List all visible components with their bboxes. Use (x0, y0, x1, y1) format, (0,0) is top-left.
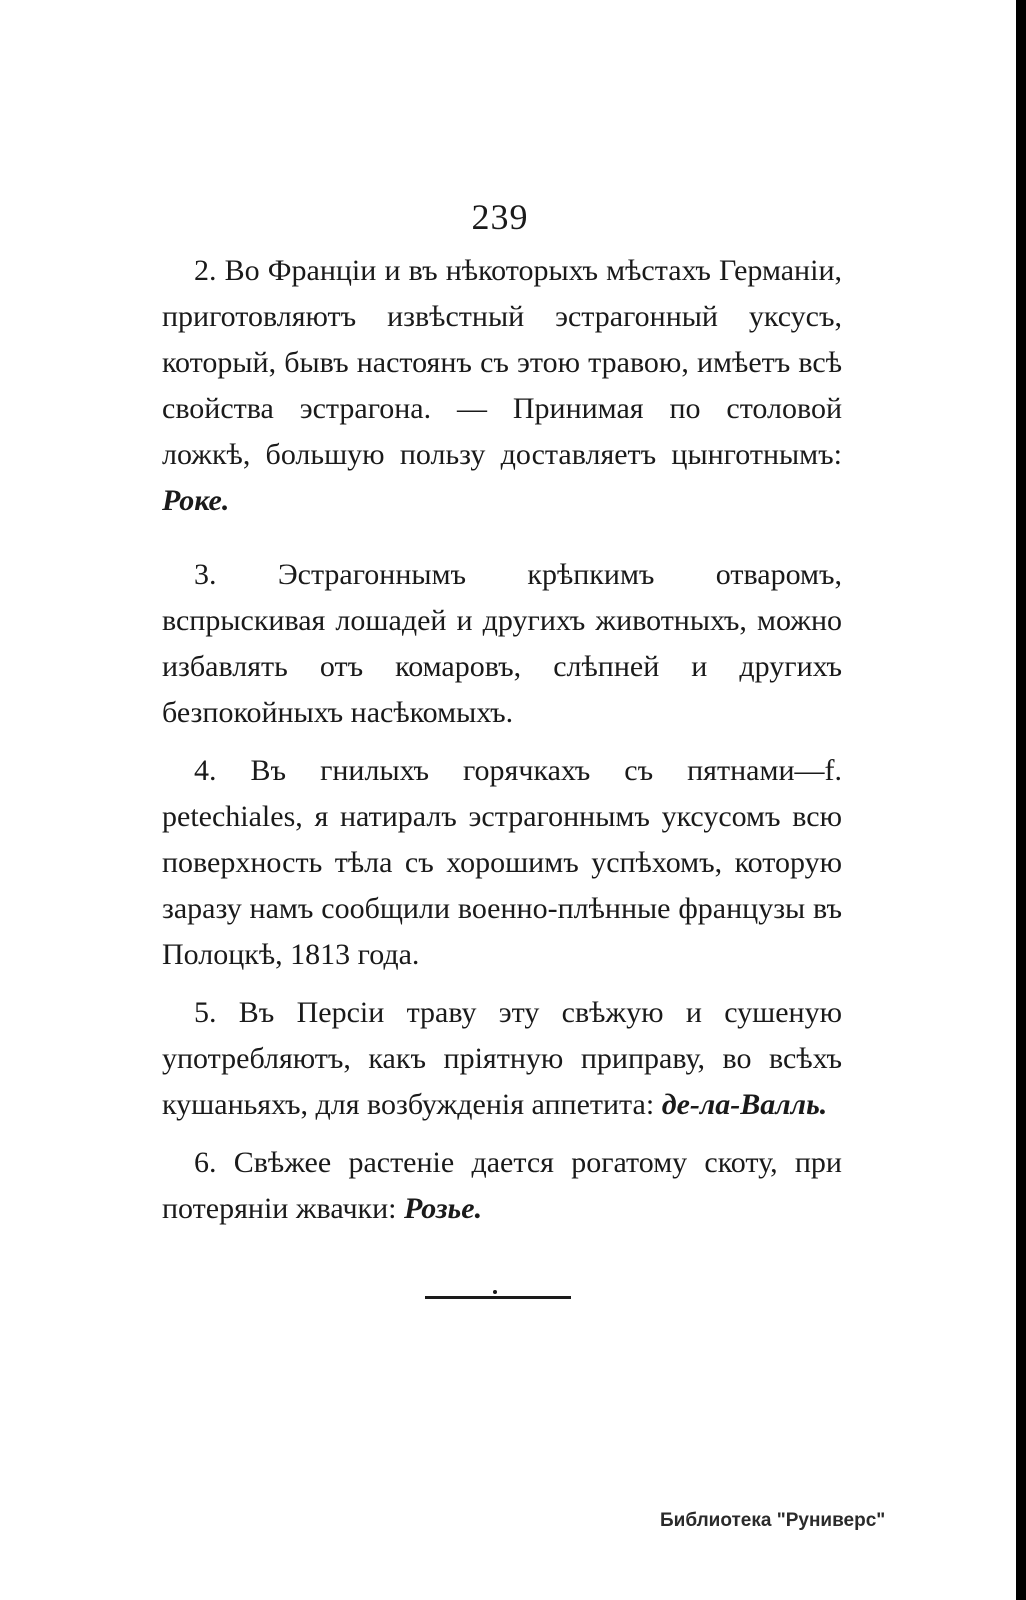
paragraph-text: 6. Свѣжее растеніе дается рогатому скоту, при потеряніи жвачки: (162, 1146, 842, 1225)
scan-edge-bar (1016, 0, 1026, 1600)
paragraph-6 (162, 1140, 842, 1232)
paragraph-4 (162, 748, 842, 978)
paragraph-text: 2. Во Франціи и въ нѣкоторыхъ мѣстахъ Германіи, приготовляютъ извѣстный эстрагонный уксусъ, который, бывъ настоянъ съ этою травою, имѣетъ всѣ свойства эстрагона. — Принимая по столовой ложкѣ, большую пользу доставляетъ цынготнымъ: (162, 254, 842, 471)
author-citation: Розье. (404, 1192, 483, 1225)
section-separator-rule (425, 1296, 571, 1299)
body-text (162, 248, 842, 1232)
paragraph-3 (162, 552, 842, 736)
library-watermark: Библиотека "Руниверс" (660, 1510, 886, 1531)
author-citation: де-ла-Валль. (661, 1088, 828, 1121)
separator-dot (493, 1290, 497, 1294)
paragraph-text: 4. Въ гнилыхъ горячкахъ съ пятнами—f. petechiales, я натиралъ эстрагоннымъ уксусомъ всю поверхность тѣла съ хорошимъ успѣхомъ, которую заразу намъ сообщили военно-плѣнные французы въ Полоцкѣ, 1813 года. (162, 754, 842, 971)
author-citation: Роке. (162, 484, 230, 517)
paragraph-2 (162, 248, 842, 524)
paragraph-text: 3. Эстрагоннымъ крѣпкимъ отваромъ, вспрыскивая лошадей и другихъ животныхъ, можно избавлять отъ комаровъ, слѣпней и другихъ безпокойныхъ насѣкомыхъ. (162, 558, 842, 729)
page-number: 239 (471, 197, 529, 237)
paragraph-5 (162, 990, 842, 1128)
paragraph-text: 5. Въ Персіи траву эту свѣжую и сушеную употребляютъ, какъ пріятную приправу, во всѣхъ кушаньяхъ, для возбужденія аппетита: (162, 996, 842, 1121)
